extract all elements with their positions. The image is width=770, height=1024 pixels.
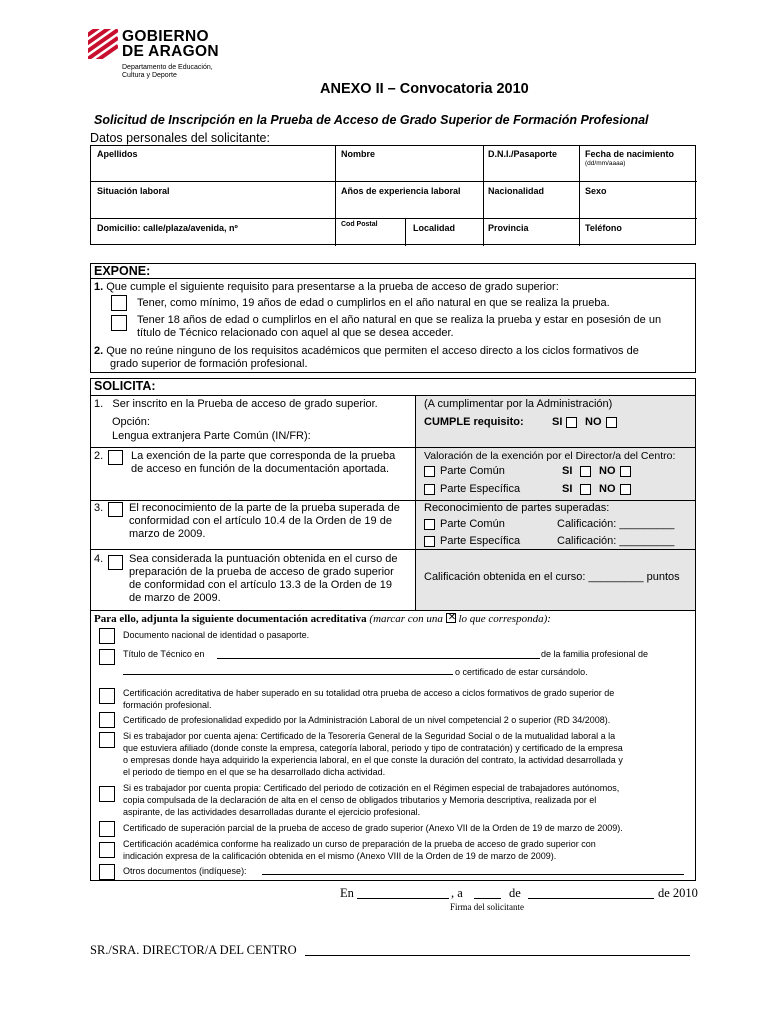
doc-certificacion-academica-checkbox[interactable] xyxy=(99,842,115,858)
doc-dni-checkbox[interactable] xyxy=(99,628,115,644)
puntuacion-curso-checkbox[interactable] xyxy=(108,555,123,570)
exencion-comun-no-checkbox[interactable] xyxy=(620,466,631,477)
solicita-heading: SOLICITA: xyxy=(94,379,156,393)
solicita-r1: 1. Ser inscrito en la Prueba de acceso de grado superior. xyxy=(94,398,378,410)
requisito-18-label: Tener 18 años de edad o cumplirlos en el año natural en que se realiza la prueba y estar en posesión de un título de Técnico relacionado con aquel al que se desea acceder. xyxy=(137,314,662,339)
valoracion-label: Valoración de la exención por el Director/a del Centro: xyxy=(424,450,676,462)
doc-prueba-superada-label: Certificación acreditativa de haber superado en su totalidad otra prueba de acceso a ciclos formativos de grado superior de formación profesional. xyxy=(123,688,615,710)
doc-otros-checkbox[interactable] xyxy=(99,864,115,880)
doc-familia-label: de la familia profesional de xyxy=(541,649,649,659)
documentacion-heading: Para ello, adjunta la siguiente documentación acreditativa (marcar con una ✕ lo que corresponda): xyxy=(94,612,551,625)
requisito-19-label: Tener, como mínimo, 19 años de edad o cumplirlos en el año natural en que se realiza la prueba. xyxy=(137,297,610,309)
field-dni[interactable]: D.N.I./Pasaporte xyxy=(488,149,558,159)
personal-data-table xyxy=(90,145,696,245)
mes-line[interactable] xyxy=(528,898,654,899)
doc-certificacion-academica-label: Certificación académica conforme ha realizado un curso de preparación de la prueba de acceso de grado superior con indicación expresa de la calificación obtenida en el mismo (Anexo VIII de la Orden de 19 de marzo de 2009). xyxy=(123,839,596,861)
footer-de: de xyxy=(509,886,521,900)
field-apellidos[interactable]: Apellidos xyxy=(97,149,138,159)
exencion-comun-si: SI xyxy=(562,465,573,477)
requisito-18-checkbox[interactable] xyxy=(111,315,127,331)
page-title: ANEXO II – Convocatoria 2010 xyxy=(320,81,529,97)
reconocimiento-parte-especifica: Parte Específica xyxy=(440,535,521,547)
gobierno-aragon-logo xyxy=(88,29,238,89)
reconocimiento-label: El reconocimiento de la parte de la prueba superada de conformidad con el artículo 10.4 de la Orden de 19 de marzo de 2009. xyxy=(129,502,400,540)
field-sexo[interactable]: Sexo xyxy=(585,186,607,196)
doc-cuenta-propia-label: Si es trabajador por cuenta propia: Certificado del periodo de cotización en el Régimen especial de trabajadores autónomos, copia compulsada de la declaración de alta en el censo de obligados tributarios y Memoria descriptiva, realizada por el aspirante, de las actividades desarrolladas durante el ejercicio profesional. xyxy=(123,783,620,817)
calificacion-curso-label: Calificación obtenida en el curso: _________ puntos xyxy=(424,571,680,583)
field-nombre[interactable]: Nombre xyxy=(341,149,376,159)
doc-dni-label: Documento nacional de identidad o pasaporte. xyxy=(123,630,310,640)
field-domicilio[interactable]: Domicilio: calle/plaza/avenida, nº xyxy=(97,223,238,233)
exencion-parte-especifica-checkbox[interactable] xyxy=(424,484,435,495)
puntuacion-curso-label: Sea considerada la puntuación obtenida en el curso de preparación de la prueba de acceso de grado superior de conformidad con el artículo 13.3 de la Orden de 19 de marzo de 2009. xyxy=(129,553,398,604)
exencion-comun-si-checkbox[interactable] xyxy=(580,466,591,477)
dia-line[interactable] xyxy=(474,898,501,899)
doc-titulo-checkbox[interactable] xyxy=(99,649,115,665)
doc-cursandolo-label: o certificado de estar cursándolo. xyxy=(455,667,588,677)
otros-documentos-line[interactable] xyxy=(262,874,684,875)
field-fecha-nacimiento[interactable]: Fecha de nacimiento xyxy=(585,149,675,159)
exencion-parte-especifica: Parte Específica xyxy=(440,483,521,495)
expone-heading: EXPONE: xyxy=(94,264,151,278)
cumple-si-checkbox[interactable] xyxy=(566,417,577,428)
field-provincia[interactable]: Provincia xyxy=(488,223,529,233)
field-telefono[interactable]: Teléfono xyxy=(585,223,622,233)
doc-titulo-label: Título de Técnico en xyxy=(123,649,205,659)
field-localidad[interactable]: Localidad xyxy=(413,223,456,233)
reconocimiento-comun-calificacion: Calificación: _________ xyxy=(557,518,675,530)
requisito-19-checkbox[interactable] xyxy=(111,295,127,311)
doc-profesionalidad-checkbox[interactable] xyxy=(99,712,115,728)
doc-superacion-parcial-label: Certificado de superación parcial de la prueba de acceso de grado superior (Anexo VII de la Orden de 19 de marzo de 2009). xyxy=(123,823,623,833)
cumple-no: NO xyxy=(585,416,602,428)
fecha-format: (dd/mm/aaaa) xyxy=(585,160,626,167)
doc-cuenta-ajena-label: Si es trabajador por cuenta ajena: Certificado de la Tesorería General de la Seguridad Social o de la mutualidad laboral a la que estuviera afiliado (donde conste la empresa, categoría laboral, periodo y tipo de contratación) y certificado de la empresa o empresas donde haya adquirido la experiencia laboral, en el que conste la duración del contrato, la actividad desarrollada y el periodo de tiempo en el que se ha desarrollado dicha actividad. xyxy=(123,731,623,777)
expone-item2: 2. Que no reúne ninguno de los requisitos académicos que permiten el acceso directo a los ciclos formativos de grado superior de formación profesional. xyxy=(94,345,639,370)
doc-cuenta-propia-checkbox[interactable] xyxy=(99,786,115,802)
datos-label: Datos personales del solicitante: xyxy=(90,131,270,145)
exencion-label: La exención de la parte que corresponda de la prueba de acceso en función de la documentación aportada. xyxy=(131,450,396,475)
exencion-parte-comun-checkbox[interactable] xyxy=(424,466,435,477)
director-label: SR./SRA. DIRECTOR/A DEL CENTRO xyxy=(90,943,297,957)
lugar-line[interactable] xyxy=(357,898,449,899)
field-situacion-laboral[interactable]: Situación laboral xyxy=(97,186,170,196)
solicita-r3-num: 3. xyxy=(94,502,104,514)
footer-a: , a xyxy=(451,886,463,900)
checked-box-icon: ✕ xyxy=(447,612,457,623)
field-nacionalidad[interactable]: Nacionalidad xyxy=(488,186,545,196)
logo-dept: Departamento de Educación, Cultura y Deporte xyxy=(122,64,213,79)
logo-line2: DE ARAGON xyxy=(122,43,219,60)
reconocimiento-partes-label: Reconocimiento de partes superadas: xyxy=(424,502,610,514)
reconocimiento-parte-comun: Parte Común xyxy=(440,518,505,530)
footer-en: En xyxy=(340,886,354,900)
exencion-comun-no: NO xyxy=(599,465,616,477)
logo-line1: GOBIERNO xyxy=(122,28,209,45)
field-anios-experiencia[interactable]: Años de experiencia laboral xyxy=(341,186,461,196)
firma-label: Firma del solicitante xyxy=(450,902,524,912)
exencion-especifica-si: SI xyxy=(562,483,573,495)
cumple-no-checkbox[interactable] xyxy=(606,417,617,428)
cumple-label: CUMPLE requisito: xyxy=(424,416,524,428)
titulo-tecnico-line[interactable] xyxy=(217,658,540,659)
doc-profesionalidad-label: Certificado de profesionalidad expedido por la Administración Laboral de un nivel competencial 2 o superior (RD 34/2008). xyxy=(123,715,611,725)
exencion-especifica-no: NO xyxy=(599,483,616,495)
doc-prueba-superada-checkbox[interactable] xyxy=(99,688,115,704)
reconocimiento-especifica-calificacion: Calificación: _________ xyxy=(557,535,675,547)
doc-otros-label: Otros documentos (indíquese): xyxy=(123,866,247,876)
expone-item1: 1. Que cumple el siguiente requisito para presentarse a la prueba de acceso de grado superior: xyxy=(94,281,559,293)
opcion-label: Opción: xyxy=(112,416,150,428)
reconocimiento-especifica-checkbox[interactable] xyxy=(424,536,435,547)
exencion-especifica-si-checkbox[interactable] xyxy=(580,484,591,495)
reconocimiento-comun-checkbox[interactable] xyxy=(424,519,435,530)
doc-cuenta-ajena-checkbox[interactable] xyxy=(99,732,115,748)
exencion-parte-comun: Parte Común xyxy=(440,465,505,477)
reconocimiento-checkbox[interactable] xyxy=(108,502,123,517)
lengua-label: Lengua extranjera Parte Común (IN/FR): xyxy=(112,430,311,442)
cumple-si: SI xyxy=(552,416,563,428)
solicita-r2-num: 2. xyxy=(94,450,104,462)
exencion-especifica-no-checkbox[interactable] xyxy=(620,484,631,495)
page-subtitle: Solicitud de Inscripción en la Prueba de Acceso de Grado Superior de Formación Profesional xyxy=(94,113,649,127)
solicita-r4-num: 4. xyxy=(94,553,104,565)
field-cod-postal[interactable]: Cod Postal xyxy=(341,221,378,228)
doc-superacion-parcial-checkbox[interactable] xyxy=(99,821,115,837)
aragon-flag-icon xyxy=(88,29,118,59)
familia-profesional-line[interactable] xyxy=(123,674,453,675)
exencion-checkbox[interactable] xyxy=(108,450,123,465)
director-centro-line[interactable] xyxy=(305,955,690,956)
admin-label: (A cumplimentar por la Administración) xyxy=(424,398,613,410)
footer-de-2010: de 2010 xyxy=(658,886,698,900)
